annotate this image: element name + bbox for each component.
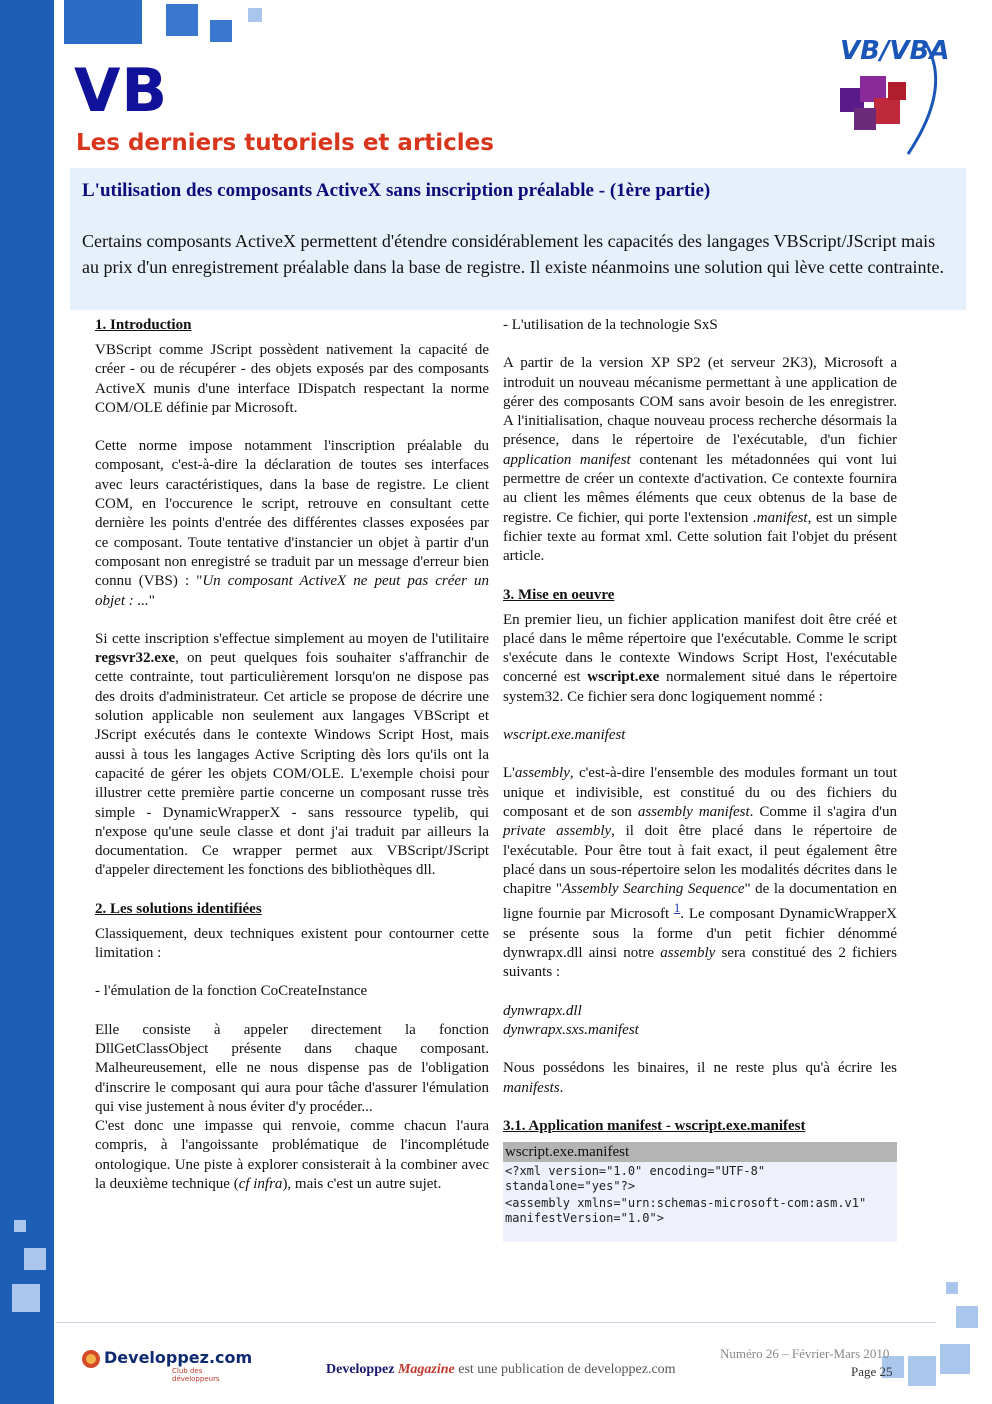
section-subtitle: Les derniers tutoriels et articles — [76, 130, 494, 156]
right-column — [503, 316, 897, 1242]
developpez-globe-icon — [80, 1348, 102, 1370]
paragraph: Si cette inscription s'effectue simplement au moyen de l'utilitaire regsvr32.exe, on peut quelques fois souhaiter s'affranchir de cette contrainte, tout particulièrement lorsqu'on ne dispose pas des droits d'administrateur. Cet article se propose de décrire une solution applicable non seulement aux langages VBScript et JScript exécutés dans le contexte Windows Script Host, mais aussi à tous les langages Active Scripting dès lors qu'ils ont la capacité de gérer les objets COM/OLE. L'exemple choisi pour illustrer cette première partie concerne un composant russe très simple - DynamicWrapperX - sans ressource typelib, qui n'expose qu'une seule classe et dont j'ai traduit par ailleurs la documentation. Ce wrapper permet aux VBScript/JScript d'appeler directement les fonctions des bibliothèques dll. — [95, 630, 489, 879]
footnote-link[interactable]: 1 — [673, 901, 681, 916]
publication-note: Developpez Magazine est une publication de developpez.com — [326, 1362, 676, 1377]
paragraph: Nous possédons les binaires, il ne reste plus qu'à écrire les manifests. — [503, 1060, 897, 1096]
issue-number: Numéro 26 – Février-Mars 2010 — [720, 1346, 890, 1361]
decor-square — [248, 8, 262, 22]
decor-square — [940, 1344, 970, 1374]
paragraph: Elle consiste à appeler directement la fonction DllGetClassObject présente dans chaque composant. Malheureusement, elle ne nous dispense pas de l'obligation d'inscrire le composant qui aura pour tâche d'assurer l'émulation qui vise justement à nous éviter d'y procéder... — [95, 1021, 489, 1115]
developpez-logo — [80, 1348, 253, 1383]
paragraph: C'est donc une impasse qui renvoie, comme chacun l'aura compris, à l'angoissante problématique de l'incomplétude ontologique. Une piste à explorer consisterait à la combiner avec la deuxième technique (cf infra), mais c'est un autre sujet. — [95, 1118, 489, 1192]
section-title: VB — [74, 56, 169, 126]
code-line: <assembly xmlns="urn:schemas-microsoft-com:asm.v1" manifestVersion="1.0"> — [505, 1195, 874, 1225]
decor-square — [64, 0, 142, 44]
file-list: dynwrapx.dll dynwrapx.sxs.manifest — [503, 1002, 639, 1038]
cubes-icon — [830, 28, 962, 158]
paragraph: L'assembly, c'est-à-dire l'ensemble des modules formant un tout unique et indivisible, est constitué du ou des fichiers du composant et de son assembly manifest. Comme il s'agira d'un private assembly, il doit être placé dans le répertoire de l'exécutable. Pour être tout à fait exact, il peut également être placé dans un sous-répertoire selon les modalités décrites dans le chapitre "Assembly Searching Sequence" de la documentation en ligne fournie par Microsoft $^1$. Le composant DynamicWrapperX se présente sous la forme d'un petit fichier dénommé dynwrapx.dll ainsi notre assembly sera constitué des 2 fichiers suivants : — [503, 765, 897, 981]
developpez-tagline: Club des développeurs — [172, 1367, 220, 1383]
decor-square — [166, 4, 198, 36]
left-decorative-bar — [0, 0, 54, 1404]
page-number: Page 25 — [851, 1364, 893, 1379]
paragraph: wscript.exe.manifest — [503, 727, 626, 744]
heading-mise-en-oeuvre: 3. Mise en oeuvre — [503, 586, 615, 603]
heading-application-manifest: 3.1. Application manifest - wscript.exe.manifest — [503, 1117, 806, 1134]
left-column — [95, 316, 489, 1213]
decor-square — [956, 1306, 978, 1328]
article-title: L'utilisation des composants ActiveX sans inscription préalable - (1ère partie) — [82, 180, 711, 201]
paragraph: En premier lieu, un fichier application manifest doit être créé et placé dans le même répertoire que l'exécutable. Comme le script s'exécute dans le contexte Windows Script Host, l'exécutable concerné est wscript.exe normalement situé dans le répertoire system32. Ce fichier sera donc logiquement nommé : — [503, 611, 897, 705]
code-filename: wscript.exe.manifest — [503, 1142, 897, 1162]
code-block — [503, 1142, 897, 1242]
decor-square — [24, 1248, 46, 1270]
article-intro: Certains composants ActiveX permettent d'étendre considérablement les capacités des langages VBScript/JScript mais au prix d'un enregistrement préalable dans la base de registre. Il existe néanmoins une solution qui lève cette contrainte. — [82, 231, 944, 277]
footer-rule — [56, 1322, 936, 1323]
developpez-logo-text: Developpez.com — [104, 1348, 253, 1367]
paragraph: - l'émulation de la fonction CoCreateInstance — [95, 983, 368, 1000]
decor-square — [12, 1284, 40, 1312]
article-header — [70, 168, 966, 310]
heading-solutions: 2. Les solutions identifiées — [95, 900, 262, 917]
paragraph: A partir de la version XP SP2 (et serveur 2K3), Microsoft a introduit un nouveau mécanisme permettant à une application de gérer des composants COM sans avoir besoin de les enregistrer. A l'initialisation, chaque nouveau process recherche désormais la présence, dans le répertoire de l'exécutable, d'un fichier application manifest contenant les métadonnées qui vont lui permettre de créer un contexte d'activation. Ce contexte fournira au client les mêmes éléments que ceux obtenus de la base de registre. Ce fichier, qui porte l'extension .manifest, est un simple fichier texte au format xml. Cette solution fait l'objet du présent article. — [503, 355, 897, 565]
paragraph: VBScript comme JScript possèdent nativement la capacité de créer - ou de récupérer - des objets exposés par des composants ActiveX munis d'une interface IDispatch respectant la norme COM/OLE définie par Microsoft. — [95, 342, 489, 416]
decor-square — [908, 1356, 936, 1386]
code-line: <?xml version="1.0" encoding="UTF-8" standalone="yes"?> — [505, 1163, 773, 1193]
decor-square — [14, 1220, 26, 1232]
decor-square — [946, 1282, 958, 1294]
decor-square — [210, 20, 232, 42]
vb-vba-logo — [830, 28, 962, 158]
paragraph: Cette norme impose notamment l'inscription préalable du composant, c'est-à-dire la déclaration de toutes ses interfaces avec leurs caractéristiques, dans la base de registre. Le client COM, en l'occurence le script, retrouve en consultant cette dernière les points d'entrée des différentes classes exposées par ce composant. Toute tentative d'instancier un objet à partir d'un composant non enregistré se traduit par un message d'erreur bien connu (VBS) : "Un composant ActiveX ne peut pas créer un objet : ..." — [95, 438, 489, 609]
paragraph: - L'utilisation de la technologie SxS — [503, 317, 718, 333]
heading-introduction: 1. Introduction — [95, 317, 192, 333]
paragraph: Classiquement, deux techniques existent pour contourner cette limitation : — [95, 925, 489, 962]
vb-vba-logo-text: VB/VBA — [840, 36, 950, 66]
